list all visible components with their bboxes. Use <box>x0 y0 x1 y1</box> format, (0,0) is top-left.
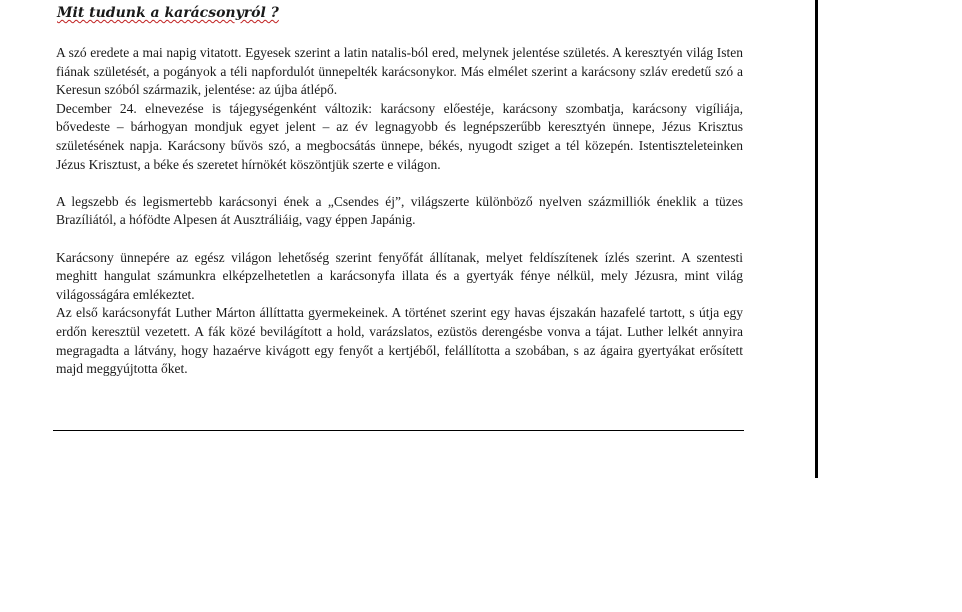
vertical-margin-line <box>815 0 818 478</box>
paragraph-december-24: December 24. elnevezése is tájegységenként változik: karácsony előestéje, karácsony szombatja, karácsony vigíliája, bővedeste – bárhogyan mondjuk egyet jelent – az év legnagyobb és legnépszerűbb keresztyén ünnepe, Jézus Krisztus születésének napja. Karácsony bűvös szó, a megbocsátás ünnepe, békés, nyugodt sziget a tél közepén. Istentiszteleteinken Jézus Krisztust, a béke és szeretet hírnökét köszöntjük szerte e világon. <box>56 100 743 172</box>
paragraph-etymology: A szó eredete a mai napig vitatott. Egyesek szerint a latin natalis-ból ered, melynek jelentése születés. A keresztyén világ Isten fiának születését, a pogányok a téli napfordulót ünnepelték karácsonykor. Más elmélet szerint a karácsony szláv eredetű szó a Keresun szóból származik, jelentése: az újba átlépő. <box>56 45 743 98</box>
document-body <box>56 44 743 379</box>
paragraph-luther: Az első karácsonyfát Luther Márton állíttatta gyermekeinek. A történet szerint egy havas éjszakán hazafelé tartott, s útja egy erdőn keresztül vezetett. A fák közé bevilágított a hold, varázslatos, ezüstös derengésbe vonva a tájat. Luther lelkét annyira megragadta a látvány, hogy hazaérve kivágott egy fenyőt a kertjéből, felállította a szobában, s az ágaira gyertyákat erősített majd meggyújtotta őket. <box>56 305 743 377</box>
document-heading: Mit tudunk a karácsonyról ? <box>57 5 279 21</box>
horizontal-rule <box>53 430 744 431</box>
paragraph-christmas-tree: Karácsony ünnepére az egész világon lehetőség szerint fenyőfát állítanak, melyet feldíszítenek ízlés szerint. A szentesti meghitt hangulat számunkra elképzelhetetlen a karácsonyfa illata és a gyertyák fénye nélkül, mely Jézusra, mint világ világosságára emlékeztet. <box>56 249 743 302</box>
paragraph-silent-night: A legszebb és legismertebb karácsonyi ének a „Csendes éj”, világszerte különböző nyelven százmilliók éneklik a tüzes Brazíliától, a hófödte Alpesen át Ausztráliáig, vagy éppen Japánig. <box>56 193 743 228</box>
